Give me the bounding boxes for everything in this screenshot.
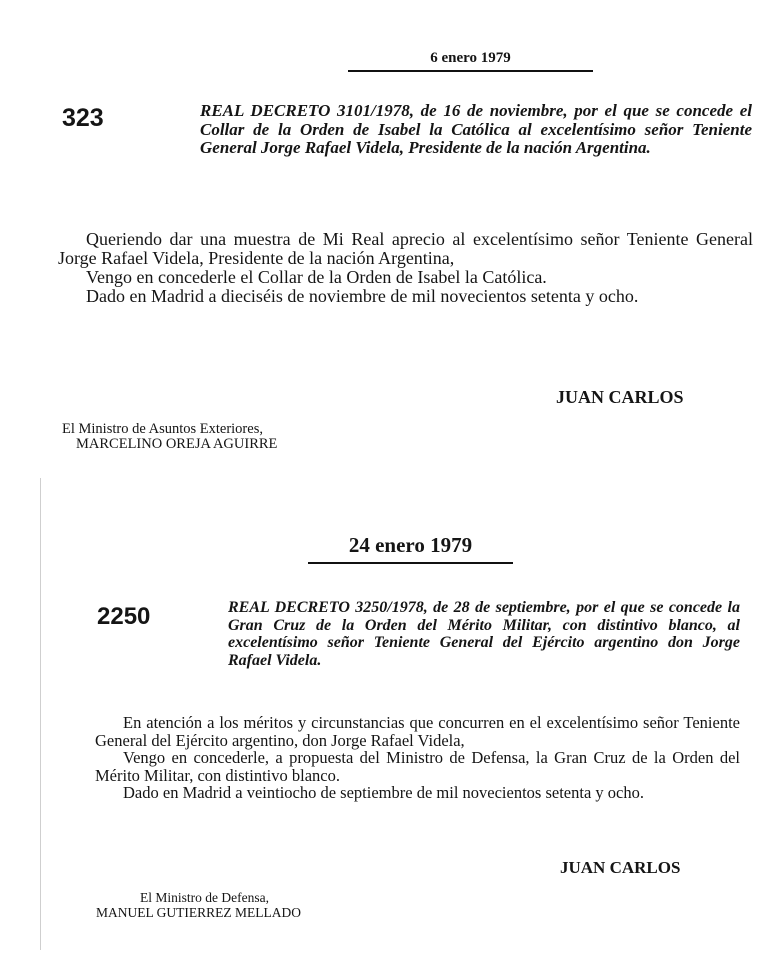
decree2-number: 2250 (97, 603, 151, 630)
decree2-paragraph-3: Dado en Madrid a veintiocho de septiembre de mil novecientos setenta y ocho. (123, 783, 644, 802)
decree1-minister (62, 422, 277, 452)
decree1-number: 323 (62, 104, 104, 132)
decree1-date: 6 enero 1979 (430, 50, 511, 66)
decree2-minister (96, 890, 301, 920)
decree1-title: REAL DECRETO 3101/1978, de 16 de noviembre, por el que se concede el Collar de la Orden de Isabel la Católica al excelentísimo señor Teniente General Jorge Rafael Videla, Presidente de la nación Argentina. (200, 101, 752, 157)
decree2-paragraph-1: En atención a los méritos y circunstancias que concurren en el excelentísimo señor Teniente General del Ejército argentino, don Jorge Rafael Videla, (95, 713, 740, 750)
decree1-minister-name: MARCELINO OREJA AGUIRRE (76, 436, 278, 452)
decree2-signature: JUAN CARLOS (560, 858, 681, 877)
decree2-minister-name: MANUEL GUTIERREZ MELLADO (96, 905, 301, 920)
decree1-minister-role: El Ministro de Asuntos Exteriores, (62, 421, 263, 437)
decree2-minister-role: El Ministro de Defensa, (140, 890, 269, 905)
decree1-signature: JUAN CARLOS (556, 387, 684, 407)
decree1-body (58, 230, 753, 306)
decree2-date-rule (308, 562, 513, 564)
decree2-title: REAL DECRETO 3250/1978, de 28 de septiembre, por el que se concede la Gran Cruz de la Orden del Mérito Militar, con distintivo blanco, al excelentísimo señor Teniente General del Ejército argentino don Jorge Rafael Videla. (228, 599, 740, 669)
decree2-body (95, 714, 740, 802)
decree1-paragraph-2: Vengo en concederle el Collar de la Orden de Isabel la Católica. (86, 267, 547, 287)
decree2-paragraph-2: Vengo en concederle, a propuesta del Ministro de Defensa, la Gran Cruz de la Orden del Mérito Militar, con distintivo blanco. (95, 748, 740, 785)
decree1-paragraph-1: Queriendo dar una muestra de Mi Real aprecio al excelentísimo señor Teniente General Jorge Rafael Videla, Presidente de la nación Argentina, (58, 229, 753, 268)
decree1-paragraph-3: Dado en Madrid a dieciséis de noviembre de mil novecientos setenta y ocho. (86, 286, 639, 306)
page-margin-line (40, 478, 41, 950)
decree2-date: 24 enero 1979 (348, 533, 473, 557)
decree1-date-rule (348, 70, 593, 72)
